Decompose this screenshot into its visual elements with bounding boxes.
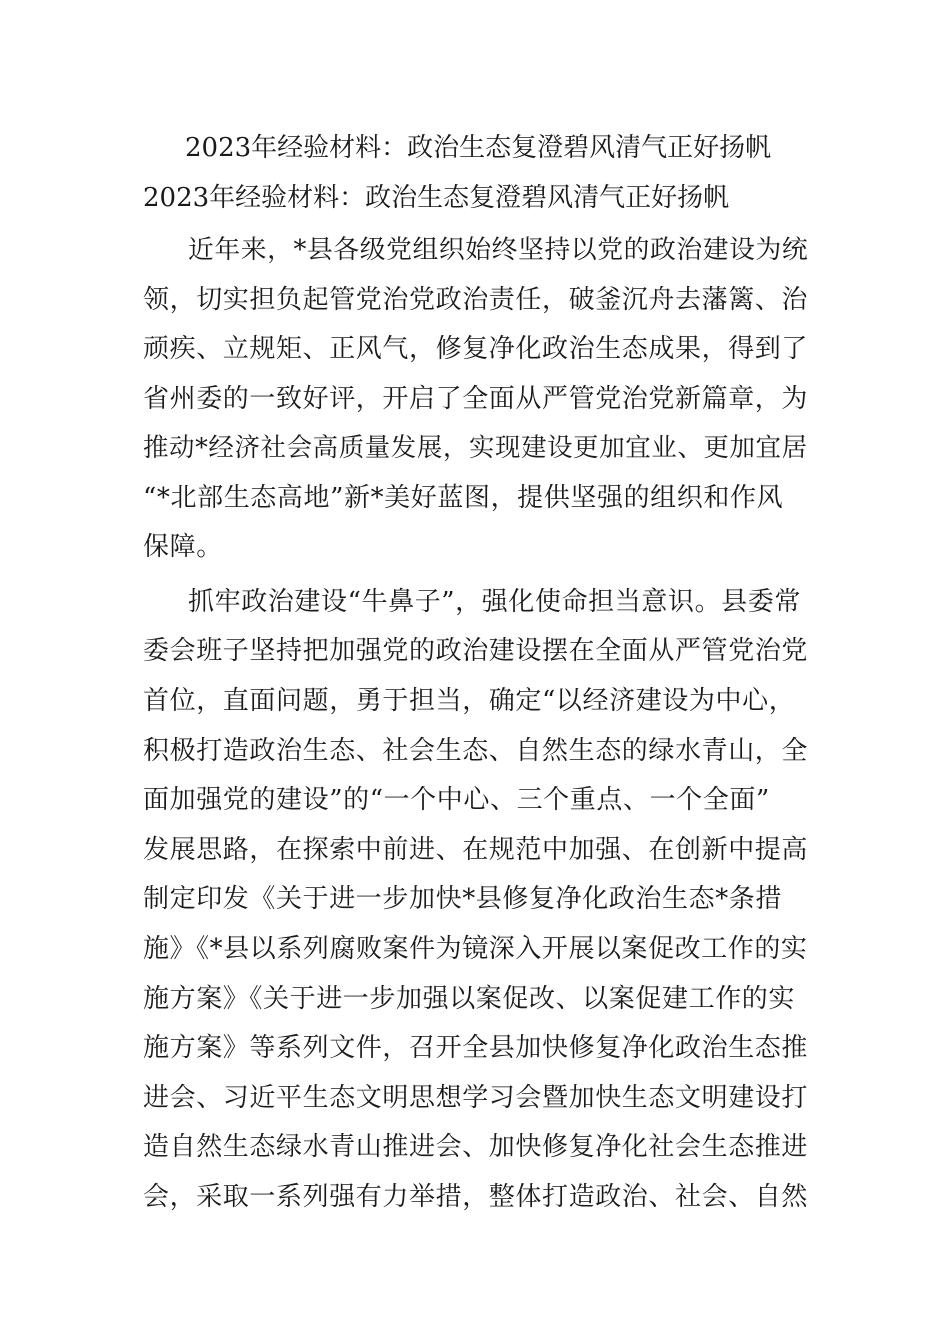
paragraph-line: 近年来，*县各级党组织始终坚持以党的政治建设为统 — [188, 235, 809, 265]
paragraph-line: 施方案》等系列文件，召开全县加快修复净化政治生态推 — [143, 1033, 809, 1063]
paragraph-line: 施》《*县以系列腐败案件为镜深入开展以案促改工作的实 — [143, 934, 808, 964]
document-heading: 2023年经验材料：政治生态复澄碧风清气正好扬帆 — [143, 183, 730, 213]
document-title: 2023年经验材料：政治生态复澄碧风清气正好扬帆 — [185, 133, 772, 163]
paragraph-line: 省州委的一致好评，开启了全面从严管党治党新篇章，为 — [143, 384, 809, 414]
paragraph-line: 造自然生态绿水青山推进会、加快修复净化社会生态推进 — [143, 1132, 809, 1162]
paragraph-line: 委会班子坚持把加强党的政治建设摆在全面从严管党治党 — [143, 636, 809, 666]
paragraph-line: 抓牢政治建设“牛鼻子”，强化使命担当意识。县委常 — [188, 587, 801, 617]
paragraph-line: 首位，直面问题，勇于担当，确定“以经济建设为中心， — [143, 686, 796, 716]
paragraph-line: “*北部生态高地”新*美好蓝图，提供坚强的组织和作风 — [143, 483, 784, 513]
paragraph-line: 发展思路，在探索中前进、在规范中加强、在创新中提高 — [143, 835, 809, 865]
paragraph-line: 顽疾、立规矩、正风气，修复净化政治生态成果，得到了 — [143, 334, 809, 364]
paragraph-line: 领，切实担负起管党治党政治责任，破釜沉舟去藩篱、治 — [143, 285, 809, 315]
paragraph-line: 保障。 — [143, 532, 223, 562]
paragraph-line: 面加强党的建设”的“一个中心、三个重点、一个全面” — [143, 785, 770, 815]
paragraph-line: 施方案》《关于进一步加强以案促改、以案促建工作的实 — [143, 984, 796, 1014]
paragraph-line: 推动*经济社会高质量发展，实现建设更加宜业、更加宜居 — [143, 433, 808, 463]
paragraph-line: 制定印发《关于进一步加快*县修复净化政治生态*条措 — [143, 884, 783, 914]
paragraph-line: 会，采取一系列强有力举措，整体打造政治、社会、自然 — [143, 1182, 809, 1212]
paragraph-line: 积极打造政治生态、社会生态、自然生态的绿水青山，全 — [143, 736, 809, 766]
paragraph-line: 进会、习近平生态文明思想学习会暨加快生态文明建设打 — [143, 1083, 809, 1113]
